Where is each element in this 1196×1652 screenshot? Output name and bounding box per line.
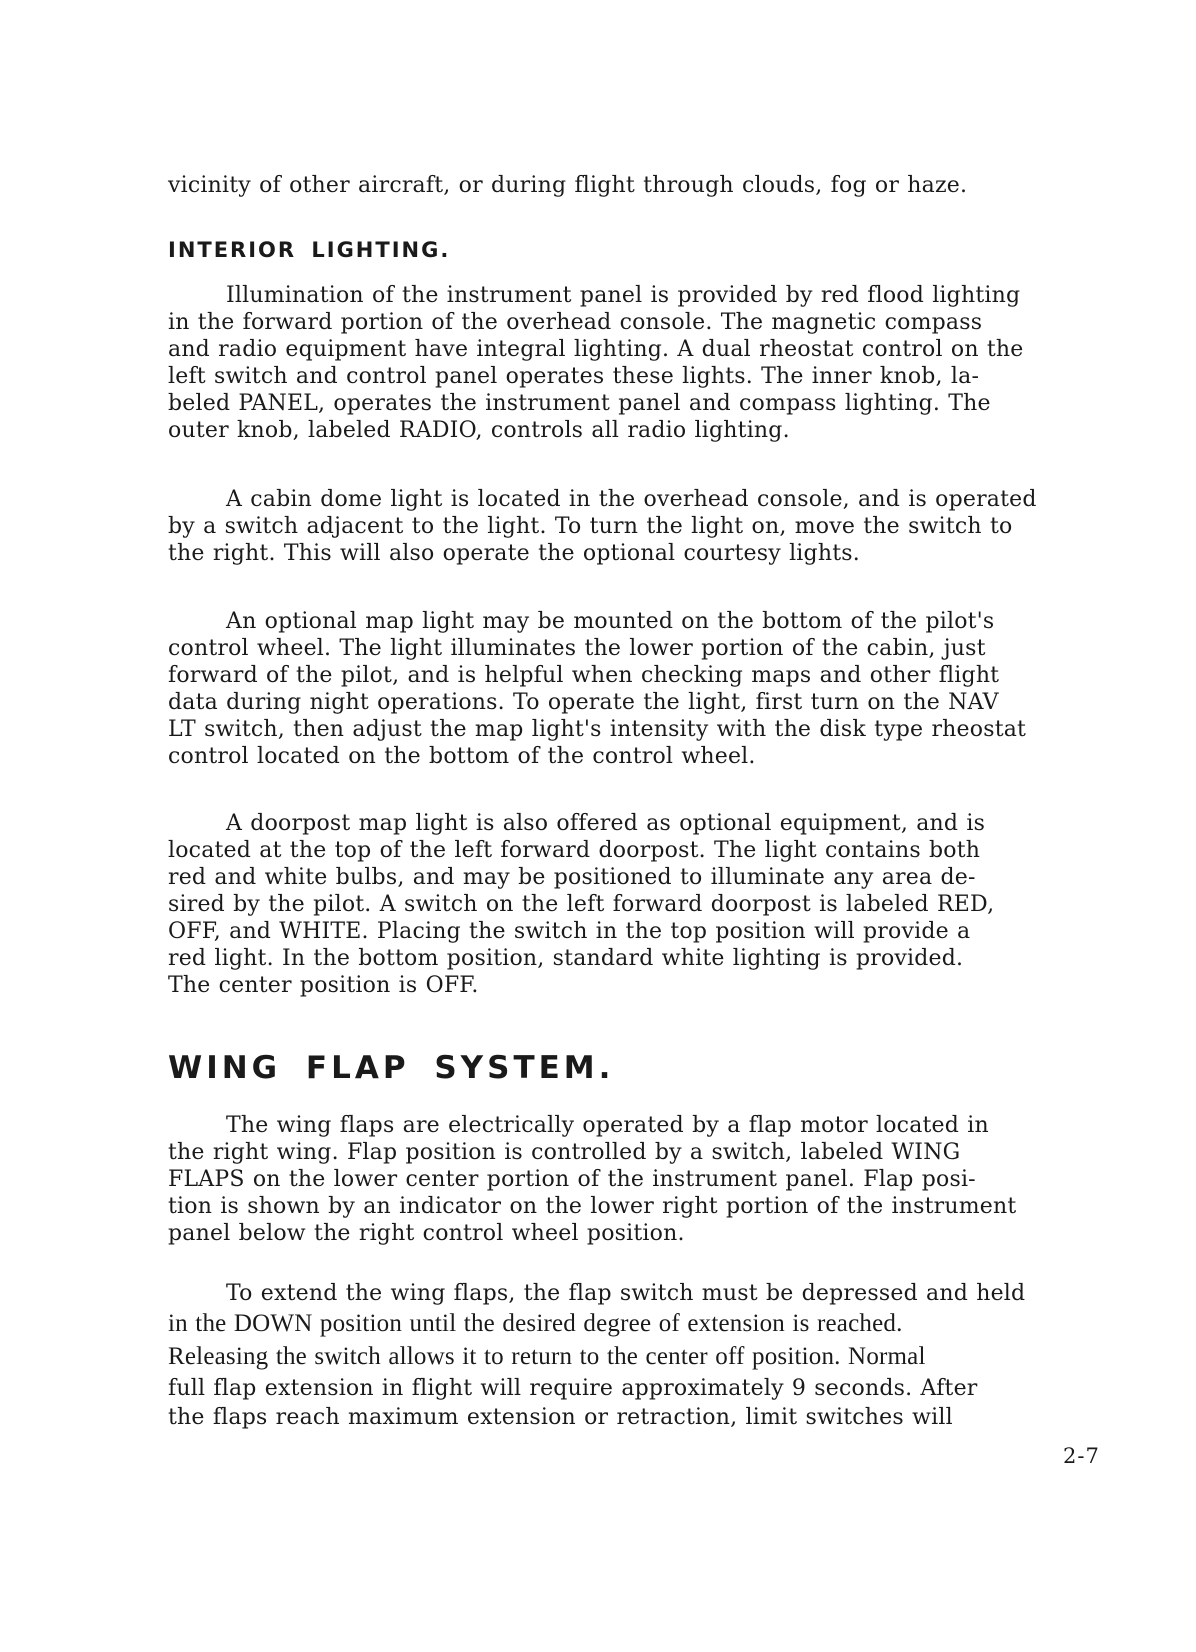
paragraph-line: Releasing the switch allows it to return to the center off position. Normal	[168, 1343, 926, 1370]
paragraph-line: and radio equipment have integral lighting. A dual rheostat control on the	[168, 337, 1024, 362]
paragraph-line: OFF, and WHITE. Placing the switch in the top position will provide a	[168, 919, 971, 944]
paragraph-line: Illumination of the instrument panel is provided by red flood lighting	[226, 283, 1021, 308]
paragraph-line: A cabin dome light is located in the overhead console, and is operated	[226, 487, 1037, 512]
paragraph-line: red and white bulbs, and may be positioned to illuminate any area de-	[168, 865, 976, 890]
paragraph-line: panel below the right control wheel position.	[168, 1221, 685, 1246]
paragraph-line: sired by the pilot. A switch on the left forward doorpost is labeled RED,	[168, 892, 995, 917]
wing-flap-system-heading: WING FLAP SYSTEM.	[168, 1050, 615, 1086]
paragraph-line: located at the top of the left forward doorpost. The light contains both	[168, 838, 981, 863]
paragraph-line: in the DOWN position until the desired degree of extension is reached.	[168, 1310, 903, 1337]
paragraph-line: The wing flaps are electrically operated by a flap motor located in	[226, 1113, 989, 1138]
paragraph-line: red light. In the bottom position, standard white lighting is provided.	[168, 946, 964, 971]
paragraph-line: forward of the pilot, and is helpful when checking maps and other flight	[168, 663, 1000, 688]
paragraph-line: tion is shown by an indicator on the lower right portion of the instrument	[168, 1194, 1017, 1219]
paragraph-line: beled PANEL, operates the instrument panel and compass lighting. The	[168, 391, 991, 416]
paragraph-line: outer knob, labeled RADIO, controls all radio lighting.	[168, 418, 790, 443]
paragraph-line: FLAPS on the lower center portion of the instrument panel. Flap posi-	[168, 1167, 976, 1192]
paragraph-line: To extend the wing flaps, the flap switch must be depressed and held	[226, 1281, 1026, 1306]
interior-lighting-heading: INTERIOR LIGHTING.	[168, 238, 451, 262]
paragraph-line: The center position is OFF.	[168, 973, 479, 998]
paragraph-line: control wheel. The light illuminates the lower portion of the cabin, just	[168, 636, 986, 661]
paragraph-line: the right wing. Flap position is controlled by a switch, labeled WING	[168, 1140, 961, 1165]
paragraph-line: in the forward portion of the overhead console. The magnetic compass	[168, 310, 983, 335]
paragraph-line: full flap extension in flight will require approximately 9 seconds. After	[168, 1376, 978, 1401]
paragraph-line: the right. This will also operate the optional courtesy lights.	[168, 541, 860, 566]
paragraph-line: A doorpost map light is also offered as optional equipment, and is	[226, 811, 986, 836]
paragraph-line: An optional map light may be mounted on the bottom of the pilot's	[226, 609, 995, 634]
intro-line: vicinity of other aircraft, or during flight through clouds, fog or haze.	[168, 173, 968, 198]
paragraph-line: left switch and control panel operates these lights. The inner knob, la-	[168, 364, 980, 389]
paragraph-line: by a switch adjacent to the light. To turn the light on, move the switch to	[168, 514, 1013, 539]
paragraph-line: LT switch, then adjust the map light's intensity with the disk type rheostat	[168, 717, 1027, 742]
paragraph-line: data during night operations. To operate the light, first turn on the NAV	[168, 690, 999, 715]
paragraph-line: the flaps reach maximum extension or retraction, limit switches will	[168, 1405, 953, 1430]
paragraph-line: control located on the bottom of the control wheel.	[168, 744, 756, 769]
page-number: 2-7	[1063, 1444, 1100, 1468]
